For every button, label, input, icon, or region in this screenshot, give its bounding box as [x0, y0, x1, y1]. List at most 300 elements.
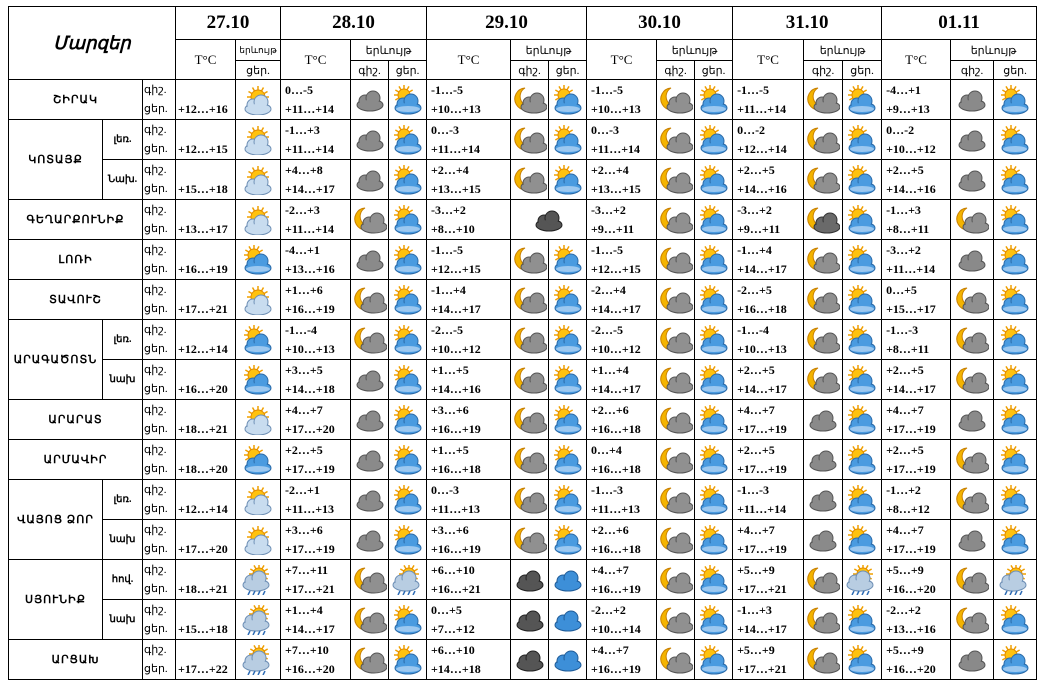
- forecast-table: [8, 6, 1037, 680]
- moon-cloud-icon: [351, 640, 389, 680]
- table-row: [9, 320, 1037, 360]
- table-row: [9, 80, 1037, 120]
- moon-cloud-icon: [804, 640, 843, 680]
- day-temp: +14…+17: [591, 381, 641, 396]
- night-temp: 0…-2: [886, 122, 915, 137]
- temp-range: [587, 80, 657, 120]
- temp-range: [281, 520, 351, 560]
- day-temp: +16…+20: [886, 581, 936, 596]
- night-temp: -2…-5: [591, 322, 624, 337]
- temp-range: [733, 80, 804, 120]
- moon-cloud-icon: [657, 280, 695, 320]
- night-label: գիշ.: [144, 203, 167, 216]
- moon-cloud-icon: [951, 600, 994, 640]
- day-temp: +12…+14: [176, 320, 236, 360]
- day-temp: +18…+21: [176, 560, 236, 600]
- cloud-icon: [351, 120, 389, 160]
- night-temp: +4…+7: [591, 642, 629, 657]
- temp-header: T°C: [882, 40, 951, 80]
- day-temp: +14…+16: [737, 181, 787, 196]
- day-label: ցեր.: [144, 342, 168, 355]
- night-temp: +2…+5: [886, 442, 924, 457]
- partly-sunny-cloud-icon: [843, 280, 882, 320]
- night-temp: +2…+6: [591, 522, 629, 537]
- dark-cloud-icon: [511, 640, 549, 680]
- temp-range: [427, 640, 511, 680]
- moon-cloud-icon: [657, 200, 695, 240]
- partly-sunny-cloud-icon: [843, 400, 882, 440]
- day-temp: +16…+20: [886, 661, 936, 676]
- night-label: գիշ.: [144, 323, 167, 336]
- phenomenon-header: երևույթ: [804, 40, 882, 61]
- moon-cloud-icon: [951, 440, 994, 480]
- day-temp: +14…+18: [285, 381, 335, 396]
- day-label: ցեր.: [144, 102, 168, 115]
- day-temp: +14…+16: [431, 381, 481, 396]
- day-label: ցեր.: [144, 262, 168, 275]
- day-label: ցեր.: [144, 542, 168, 555]
- day-temp: +13…+15: [591, 181, 641, 196]
- moon-cloud-icon: [351, 320, 389, 360]
- phenomenon-header: երևույթ: [657, 40, 733, 61]
- temp-range: [733, 640, 804, 680]
- moon-cloud-icon: [951, 560, 994, 600]
- partly-sunny-cloud-icon: [843, 600, 882, 640]
- region-name: ՇԻՐԱԿ: [9, 80, 143, 120]
- day-temp: +11…+14: [886, 261, 936, 276]
- partly-sunny-cloud-icon: [695, 480, 733, 520]
- day-label: ցեր.: [144, 582, 168, 595]
- day-label: ցեր.: [144, 622, 168, 635]
- table-row: [9, 400, 1037, 440]
- temp-range: [281, 600, 351, 640]
- night-temp: +1…+4: [285, 602, 323, 617]
- night-temp: -3…+2: [591, 202, 626, 217]
- temp-range: [427, 560, 511, 600]
- day-temp: +14…+17: [737, 621, 787, 636]
- partly-sunny-cloud-icon: [994, 360, 1037, 400]
- dark-cloud-icon: [511, 200, 587, 240]
- partly-sunny-icon: [236, 520, 281, 560]
- phenomenon-header: երևույթ: [511, 40, 587, 61]
- partly-sunny-cloud-icon: [549, 80, 587, 120]
- temp-range: [882, 240, 951, 280]
- time-of-day: [143, 200, 176, 240]
- partly-sunny-cloud-icon: [549, 520, 587, 560]
- partly-sunny-cloud-icon: [389, 600, 427, 640]
- night-temp: -2…+5: [737, 282, 772, 297]
- day-temp: +17…+19: [737, 421, 787, 436]
- day-temp: +10…+13: [285, 341, 335, 356]
- night-temp: +4…+7: [591, 562, 629, 577]
- moon-cloud-icon: [657, 240, 695, 280]
- day-temp: +12…+15: [591, 261, 641, 276]
- night-temp: +6…+10: [431, 562, 475, 577]
- day-label: ցեր.: [144, 662, 168, 675]
- moon-cloud-icon: [951, 280, 994, 320]
- table-row: [9, 600, 1037, 640]
- night-temp: +4…+7: [737, 522, 775, 537]
- partly-sunny-cloud-icon: [843, 360, 882, 400]
- temp-range: [281, 560, 351, 600]
- temp-range: [882, 320, 951, 360]
- day-temp: +15…+18: [176, 600, 236, 640]
- time-of-day: [143, 120, 176, 160]
- temp-range: [281, 440, 351, 480]
- partly-sunny-cloud-icon: [843, 120, 882, 160]
- phenomenon-header: երևույթ: [351, 40, 427, 61]
- night-temp: +6…+10: [431, 642, 475, 657]
- night-temp: +5…+9: [886, 642, 924, 657]
- night-temp: +3…+6: [431, 522, 469, 537]
- partly-sunny-cloud-icon: [236, 240, 281, 280]
- day-temp: +12…+15: [176, 120, 236, 160]
- cloud-icon: [951, 80, 994, 120]
- day-temp: +13…+16: [285, 261, 335, 276]
- day-temp: +10…+13: [737, 341, 787, 356]
- day-temp: +16…+19: [591, 661, 641, 676]
- day-temp: +17…+21: [285, 581, 335, 596]
- dark-cloud-icon: [511, 560, 549, 600]
- day-temp: +10…+13: [431, 101, 481, 116]
- day-temp: +18…+20: [176, 440, 236, 480]
- table-row: [9, 240, 1037, 280]
- temp-range: [427, 280, 511, 320]
- partly-sunny-cloud-icon: [695, 320, 733, 360]
- partly-sunny-cloud-icon: [549, 360, 587, 400]
- temp-range: [733, 480, 804, 520]
- moon-cloud-icon: [511, 280, 549, 320]
- date-header: 29.10: [427, 7, 587, 40]
- partly-sunny-cloud-icon: [389, 80, 427, 120]
- partly-sunny-cloud-icon: [695, 160, 733, 200]
- temp-header: T°C: [281, 40, 351, 80]
- day-temp: +16…+20: [285, 661, 335, 676]
- day-temp: +14…+17: [886, 381, 936, 396]
- day-temp: +9…+11: [591, 221, 635, 236]
- day-temp: +12…+14: [737, 141, 787, 156]
- dark-cloud-icon: [511, 600, 549, 640]
- cloud-icon: [951, 160, 994, 200]
- temp-range: [427, 520, 511, 560]
- partly-sunny-cloud-icon: [994, 320, 1037, 360]
- night-temp: 0…-5: [285, 82, 314, 97]
- temp-header: T°C: [587, 40, 657, 80]
- moon-cloud-icon: [511, 320, 549, 360]
- temp-range: [587, 480, 657, 520]
- cloud-icon: [351, 160, 389, 200]
- night-temp: -1…-4: [737, 322, 770, 337]
- night-temp: +3…+6: [431, 402, 469, 417]
- partly-sunny-cloud-icon: [389, 640, 427, 680]
- partly-sunny-cloud-icon: [695, 200, 733, 240]
- night-temp: -1…+2: [886, 482, 921, 497]
- moon-cloud-icon: [951, 200, 994, 240]
- rain-sun-icon: [389, 560, 427, 600]
- partly-sunny-cloud-icon: [843, 440, 882, 480]
- rain-sun-icon: [236, 640, 281, 680]
- night-temp: +2…+5: [886, 162, 924, 177]
- partly-sunny-icon: [236, 80, 281, 120]
- date-header: 01.11: [882, 7, 1037, 40]
- day-temp: +17…+20: [176, 520, 236, 560]
- cloud-icon: [804, 520, 843, 560]
- night-temp: +3…+5: [285, 362, 323, 377]
- temp-range: [587, 600, 657, 640]
- night-temp: +7…+10: [285, 642, 329, 657]
- partly-sunny-cloud-icon: [695, 120, 733, 160]
- day-temp: +8…+10: [431, 221, 475, 236]
- time-of-day: [143, 360, 176, 400]
- night-label: գիշ.: [144, 363, 167, 376]
- night-temp: 0…-3: [431, 482, 460, 497]
- moon-cloud-icon: [351, 280, 389, 320]
- night-label: գիշ.: [144, 443, 167, 456]
- temp-range: [882, 600, 951, 640]
- day-temp: +16…+19: [431, 421, 481, 436]
- moon-cloud-icon: [657, 160, 695, 200]
- night-subheader: գիշ.: [351, 61, 389, 80]
- day-temp: +14…+18: [431, 661, 481, 676]
- day-temp: +11…+14: [591, 141, 641, 156]
- night-temp: +4…+7: [737, 402, 775, 417]
- moon-cloud-icon: [657, 360, 695, 400]
- moon-cloud-icon: [804, 120, 843, 160]
- night-temp: -1…-5: [431, 242, 464, 257]
- night-temp: -3…+2: [431, 202, 466, 217]
- partly-sunny-cloud-icon: [843, 520, 882, 560]
- night-temp: +1…+5: [431, 442, 469, 457]
- temp-range: [733, 280, 804, 320]
- night-temp: +2…+5: [737, 362, 775, 377]
- table-row: [9, 560, 1037, 600]
- partly-sunny-cloud-icon: [843, 320, 882, 360]
- day-temp: +16…+18: [591, 461, 641, 476]
- day-temp: +16…+21: [431, 581, 481, 596]
- day-label: ցեր.: [144, 422, 168, 435]
- night-temp: -1…+3: [285, 122, 320, 137]
- day-temp: +14…+17: [591, 301, 641, 316]
- partly-sunny-cloud-icon: [994, 400, 1037, 440]
- night-temp: +2…+4: [431, 162, 469, 177]
- night-temp: +2…+4: [591, 162, 629, 177]
- day-temp: +14…+17: [737, 381, 787, 396]
- partly-sunny-cloud-icon: [389, 440, 427, 480]
- partly-sunny-icon: [236, 280, 281, 320]
- day-temp: +17…+21: [176, 280, 236, 320]
- partly-sunny-cloud-icon: [994, 120, 1037, 160]
- temp-range: [882, 480, 951, 520]
- partly-sunny-cloud-icon: [994, 440, 1037, 480]
- temp-range: [882, 200, 951, 240]
- temp-range: [281, 480, 351, 520]
- moon-cloud-icon: [657, 440, 695, 480]
- partly-sunny-cloud-icon: [695, 280, 733, 320]
- moon-cloud-icon: [511, 520, 549, 560]
- day-temp: +11…+14: [737, 101, 787, 116]
- day-temp: +16…+18: [591, 421, 641, 436]
- day-temp: +9…+13: [886, 101, 930, 116]
- night-temp: 0…-3: [431, 122, 460, 137]
- moon-cloud-icon: [657, 120, 695, 160]
- day-temp: +11…+14: [285, 141, 335, 156]
- temp-range: [587, 240, 657, 280]
- day-temp: +14…+16: [886, 181, 936, 196]
- partly-sunny-cloud-icon: [695, 520, 733, 560]
- temp-range: [587, 360, 657, 400]
- table-row: [9, 520, 1037, 560]
- day-temp: +11…+13: [591, 501, 641, 516]
- day-temp: +16…+20: [176, 360, 236, 400]
- night-temp: +5…+9: [737, 562, 775, 577]
- moon-cloud-icon: [351, 560, 389, 600]
- day-label: ցեր.: [144, 462, 168, 475]
- moon-cloud-icon: [511, 160, 549, 200]
- cloud-icon: [351, 80, 389, 120]
- moon-cloud-icon: [804, 240, 843, 280]
- day-subheader: ցեր.: [843, 61, 882, 80]
- region-name: ԳԵՂԱՐՔՈՒՆԻՔ: [9, 200, 143, 240]
- moon-cloud-icon: [657, 400, 695, 440]
- day-temp: +17…+19: [886, 421, 936, 436]
- partly-sunny-cloud-icon: [695, 600, 733, 640]
- temp-range: [281, 240, 351, 280]
- moon-cloud-icon: [657, 560, 695, 600]
- night-temp: +4…+7: [285, 402, 323, 417]
- temp-range: [281, 280, 351, 320]
- day-temp: +14…+17: [285, 621, 335, 636]
- day-temp: +12…+14: [176, 480, 236, 520]
- cloud-icon: [804, 440, 843, 480]
- day-temp: +9…+11: [737, 221, 781, 236]
- night-temp: +3…+6: [285, 522, 323, 537]
- temp-range: [733, 160, 804, 200]
- night-temp: +4…+7: [886, 522, 924, 537]
- day-label: ցեր.: [144, 382, 168, 395]
- time-of-day: [143, 240, 176, 280]
- partly-sunny-cloud-icon: [843, 640, 882, 680]
- night-label: գիշ.: [144, 403, 167, 416]
- night-temp: -2…+1: [285, 482, 320, 497]
- partly-sunny-cloud-icon: [695, 560, 733, 600]
- night-label: գիշ.: [144, 83, 167, 96]
- rain-sun-icon: [994, 560, 1037, 600]
- temp-range: [733, 240, 804, 280]
- region-name: ՍՅՈՒՆԻՔ: [9, 560, 103, 640]
- night-temp: -1…-4: [285, 322, 318, 337]
- partly-sunny-cloud-icon: [994, 600, 1037, 640]
- temp-range: [882, 400, 951, 440]
- partly-sunny-cloud-icon: [236, 320, 281, 360]
- temp-range: [587, 320, 657, 360]
- temp-range: [427, 600, 511, 640]
- temp-range: [882, 360, 951, 400]
- moon-cloud-icon: [951, 480, 994, 520]
- temp-range: [427, 360, 511, 400]
- night-label: գիշ.: [144, 483, 167, 496]
- day-temp: +17…+19: [886, 461, 936, 476]
- partly-sunny-cloud-icon: [695, 240, 733, 280]
- temp-range: [733, 600, 804, 640]
- temp-range: [427, 200, 511, 240]
- day-label: ցեր.: [144, 182, 168, 195]
- day-temp: +11…+14: [431, 141, 481, 156]
- night-temp: 0…+5: [431, 602, 462, 617]
- day-temp: +10…+12: [886, 141, 936, 156]
- day-temp: +15…+18: [176, 160, 236, 200]
- subregion-label: նախ: [103, 520, 143, 560]
- day-temp: +16…+18: [431, 461, 481, 476]
- night-subheader: գիշ.: [951, 61, 994, 80]
- partly-sunny-cloud-icon: [389, 160, 427, 200]
- blue-cloud-icon: [549, 640, 587, 680]
- cloud-icon: [351, 520, 389, 560]
- night-temp: +2…+5: [285, 442, 323, 457]
- night-label: գիշ.: [144, 643, 167, 656]
- day-temp: +16…+19: [431, 541, 481, 556]
- subregion-label: լեռ.: [103, 480, 143, 520]
- temp-range: [882, 560, 951, 600]
- night-subheader: գիշ.: [511, 61, 549, 80]
- partly-sunny-cloud-icon: [994, 240, 1037, 280]
- partly-sunny-cloud-icon: [549, 440, 587, 480]
- partly-sunny-cloud-icon: [389, 400, 427, 440]
- day-temp: +16…+19: [285, 301, 335, 316]
- cloud-icon: [351, 360, 389, 400]
- temp-range: [882, 520, 951, 560]
- temp-header: T°C: [427, 40, 511, 80]
- partly-sunny-cloud-icon: [843, 160, 882, 200]
- region-name: ԼՈՌԻ: [9, 240, 143, 280]
- partly-sunny-cloud-icon: [994, 160, 1037, 200]
- partly-sunny-cloud-icon: [236, 440, 281, 480]
- temp-range: [587, 520, 657, 560]
- day-temp: +10…+12: [591, 341, 641, 356]
- moon-cloud-icon: [657, 640, 695, 680]
- day-temp: +10…+14: [591, 621, 641, 636]
- moon-cloud-icon: [657, 480, 695, 520]
- temp-range: [427, 240, 511, 280]
- date-header: 31.10: [733, 7, 882, 40]
- partly-sunny-cloud-icon: [695, 640, 733, 680]
- night-subheader: գիշ.: [804, 61, 843, 80]
- night-temp: -2…+2: [886, 602, 921, 617]
- night-temp: +1…+4: [591, 362, 629, 377]
- partly-sunny-cloud-icon: [549, 160, 587, 200]
- cloud-icon: [951, 240, 994, 280]
- night-label: գիշ.: [144, 243, 167, 256]
- temp-range: [882, 280, 951, 320]
- partly-sunny-icon: [236, 120, 281, 160]
- partly-sunny-cloud-icon: [389, 520, 427, 560]
- partly-sunny-cloud-icon: [389, 280, 427, 320]
- night-label: գիշ.: [144, 523, 167, 536]
- phenomenon-header: երևույթ: [236, 40, 281, 61]
- night-subheader: գիշ.: [657, 61, 695, 80]
- time-of-day: [143, 600, 176, 640]
- partly-sunny-cloud-icon: [843, 240, 882, 280]
- temp-range: [733, 400, 804, 440]
- cloud-icon: [951, 640, 994, 680]
- night-temp: -4…+1: [285, 242, 320, 257]
- partly-sunny-cloud-icon: [695, 400, 733, 440]
- partly-sunny-cloud-icon: [549, 280, 587, 320]
- day-temp: +18…+21: [176, 400, 236, 440]
- partly-sunny-cloud-icon: [389, 480, 427, 520]
- cloud-icon: [351, 240, 389, 280]
- night-temp: -1…+4: [431, 282, 466, 297]
- temp-range: [281, 400, 351, 440]
